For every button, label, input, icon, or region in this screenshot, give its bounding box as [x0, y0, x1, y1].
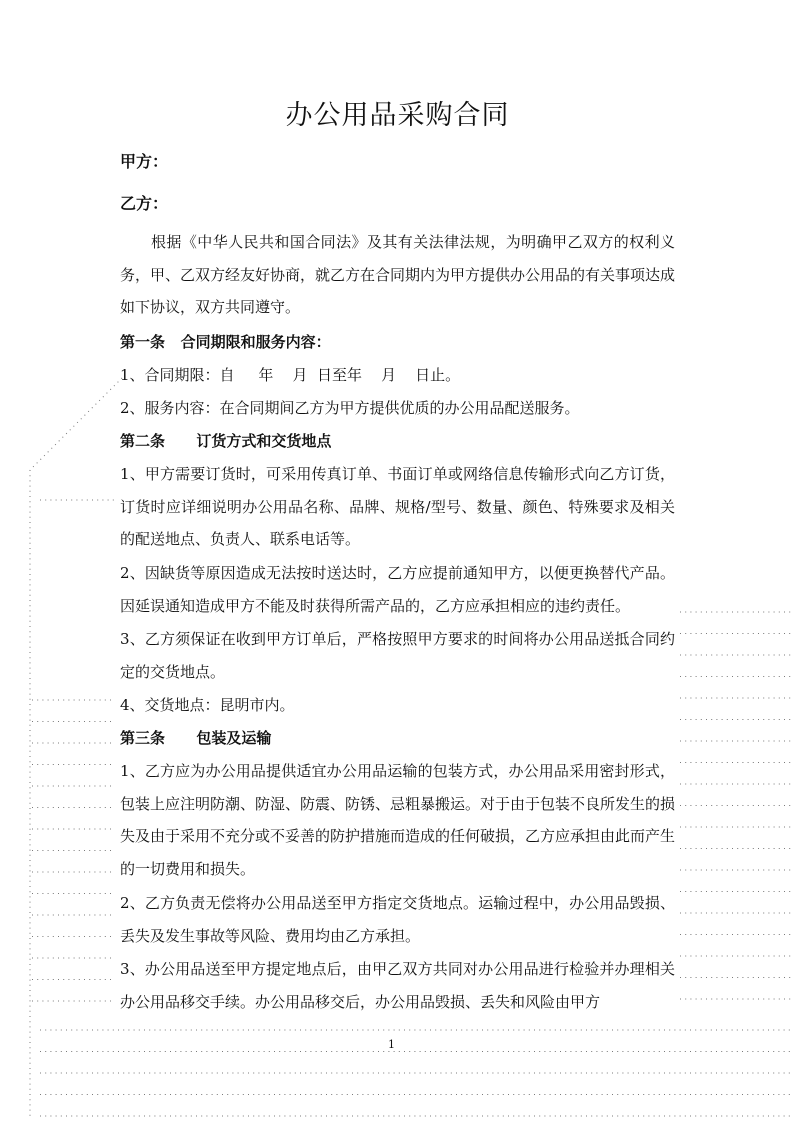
article-2-item-3: 3、乙方须保证在收到甲方订单后，严格按照甲方要求的时间将办公用品送抵合同约定的交货地点。: [120, 630, 675, 681]
document-title: 办公用品采购合同: [285, 100, 510, 131]
article-1-item-2: 2、服务内容：在合同期间乙方为甲方提供优质的办公用品配送服务。: [120, 399, 580, 417]
article-3-item-2: 2、乙方负责无偿将办公用品送至甲方指定交货地点。运输过程中，办公用品毁损、丢失及发生事故等风险、费用均由乙方承担。: [120, 894, 675, 945]
article-1-item-1: 1、合同期限：自 年 月 日至年 月 日止。: [120, 366, 461, 384]
party-a-label: 甲方：: [120, 152, 169, 171]
article-2-item-2: 2、因缺货等原因造成无法按时送达时，乙方应提前通知甲方，以便更换替代产品。因延误通知造成甲方不能及时获得所需产品的，乙方应承担相应的违约责任。: [120, 564, 675, 615]
article-2-item-4: 4、交货地点：昆明市内。: [120, 696, 295, 714]
preamble-paragraph: 根据《中华人民共和国合同法》及其有关法律法规，为明确甲乙双方的权利义务，甲、乙双方经友好协商，就乙方在合同期内为甲方提供办公用品的有关事项达成如下协议，双方共同遵守。: [120, 233, 676, 316]
article-2-heading: 第二条 订货方式和交货地点: [120, 432, 332, 450]
article-2-item-1: 1、甲方需要订货时，可采用传真订单、书面订单或网络信息传输形式向乙方订货，订货时应详细说明办公用品名称、品牌、规格/型号、数量、颜色、特殊要求及相关的配送地点、负责人、联系电话等。: [120, 465, 675, 548]
article-3-heading: 第三条 包装及运输: [120, 729, 272, 747]
party-b-label: 乙方：: [120, 194, 169, 213]
article-3-item-3: 3、办公用品送至甲方提定地点后，由甲乙双方共同对办公用品进行检验并办理相关办公用品移交手续。办公用品移交后，办公用品毁损、丢失和风险由甲方: [120, 960, 675, 1011]
page-number: 1: [388, 1038, 395, 1051]
article-1-heading: 第一条 合同期限和服务内容：: [120, 333, 331, 351]
article-3-item-1: 1、乙方应为办公用品提供适宜办公用品运输的包装方式，办公用品采用密封形式，包装上应注明防潮、防湿、防震、防锈、忌粗暴搬运。对于由于包装不良所发生的损失及由于采用不充分或不妥善的防护措施而造成的任何破损，乙方应承担由此而产生的一切费用和损失。: [120, 762, 676, 878]
